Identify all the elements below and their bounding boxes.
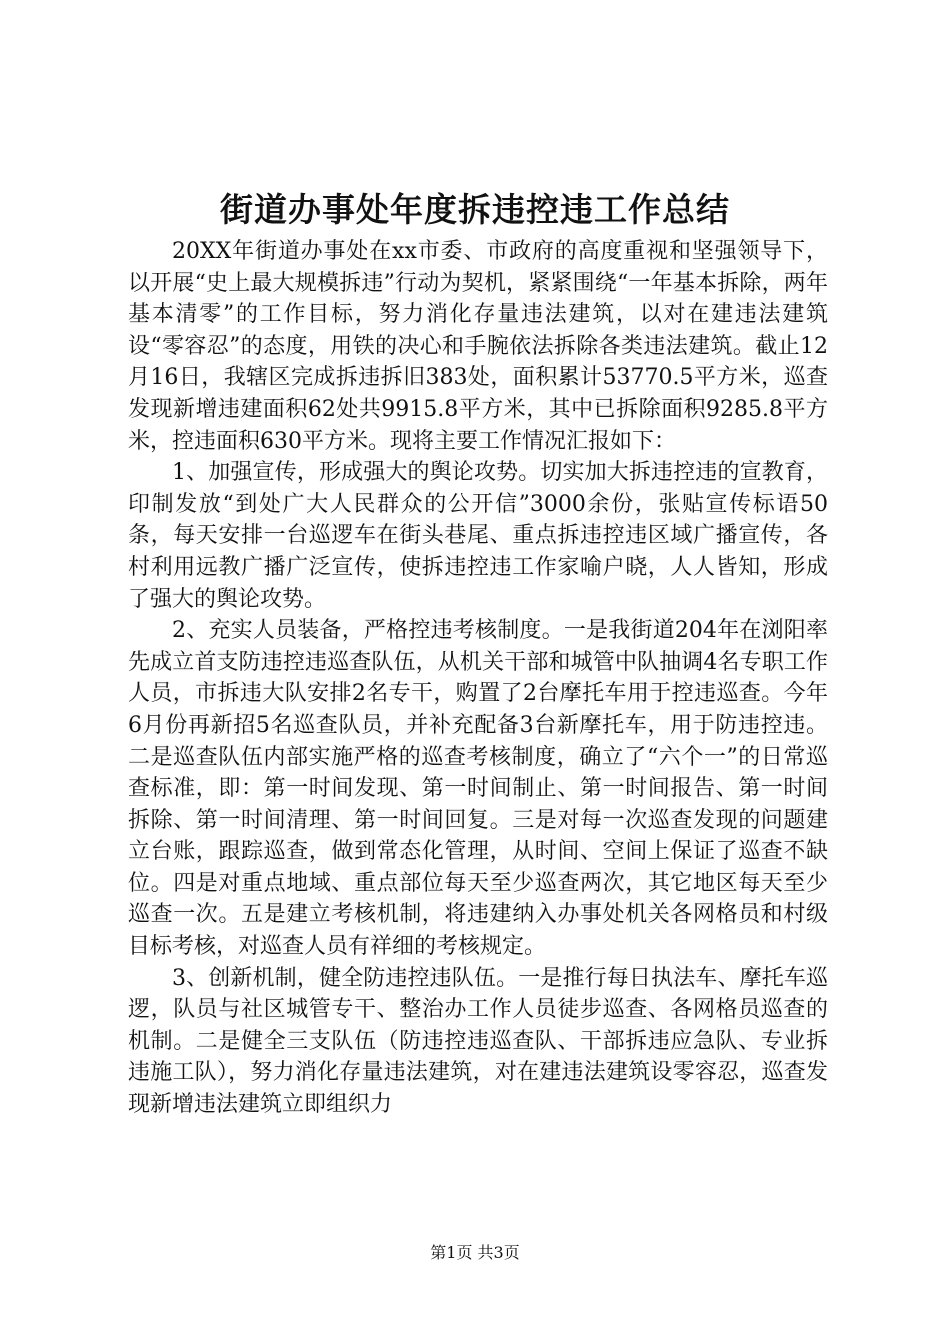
document-body [128,236,828,1121]
section-3-paragraph: 3、创新机制，健全防违控违队伍。一是推行每日执法车、摩托车巡逻，队员与社区城管专干、整治办工作人员徒步巡查、各网格员巡查的机制。二是健全三支队伍（防违控违巡查队、干部拆违应急队、专业拆违施工队），努力消化存量违法建筑，对在建违法建筑设零容忍，巡查发现新增违法建筑立即组织力 [128,965,828,1118]
document-title: 街道办事处年度拆违控违工作总结 [220,190,730,229]
section-2-paragraph: 2、充实人员装备，严格控违考核制度。一是我街道204年在浏阳率先成立首支防违控违巡查队伍，从机关干部和城管中队抽调4名专职工作人员，市拆违大队安排2名专干，购置了2台摩托车用于控违巡查。今年6月份再新招5名巡查队员，并补充配备3台新摩托车，用于防违控违。二是巡查队伍内部实施严格的巡查考核制度，确立了“六个一”的日常巡查标准，即：第一时间发现、第一时间制止、第一时间报告、第一时间拆除、第一时间清理、第一时间回复。三是对每一次巡查发现的问题建立台账，跟踪巡查，做到常态化管理，从时间、空间上保证了巡查不缺位。四是对重点地域、重点部位每天至少巡查两次，其它地区每天至少巡查一次。五是建立考核机制，将违建纳入办事处机关各网格员和村级目标考核，对巡查人员有祥细的考核规定。 [128,618,828,960]
section-1-paragraph: 1、加强宣传，形成强大的舆论攻势。切实加大拆违控违的宣教育，印制发放“到处广大人民群众的公开信”3000余份，张贴宣传标语50条，每天安排一台巡逻车在街头巷尾、重点拆违控违区域广播宣传，各村利用远教广播广泛宣传，使拆违控违工作家喻户晓，人人皆知，形成了强大的舆论攻势。 [128,460,828,612]
intro-paragraph: 20XX年街道办事处在xx市委、市政府的高度重视和坚强领导下，以开展“史上最大规模拆违”行动为契机，紧紧围绕“一年基本拆除，两年基本清零”的工作目标，努力消化存量违法建筑，以对在建违法建筑设“零容忍”的态度，用铁的决心和手腕依法拆除各类违法建筑。截止12月16日，我辖区完成拆违拆旧383处，面积累计53770.5平方米，巡查发现新增违建面积62处共9915.8平方米，其中已拆除面积9285.8平方米，控违面积630平方米。现将主要工作情况汇报如下： [128,239,828,454]
page-footer: 第1页 共3页 [430,1243,520,1262]
